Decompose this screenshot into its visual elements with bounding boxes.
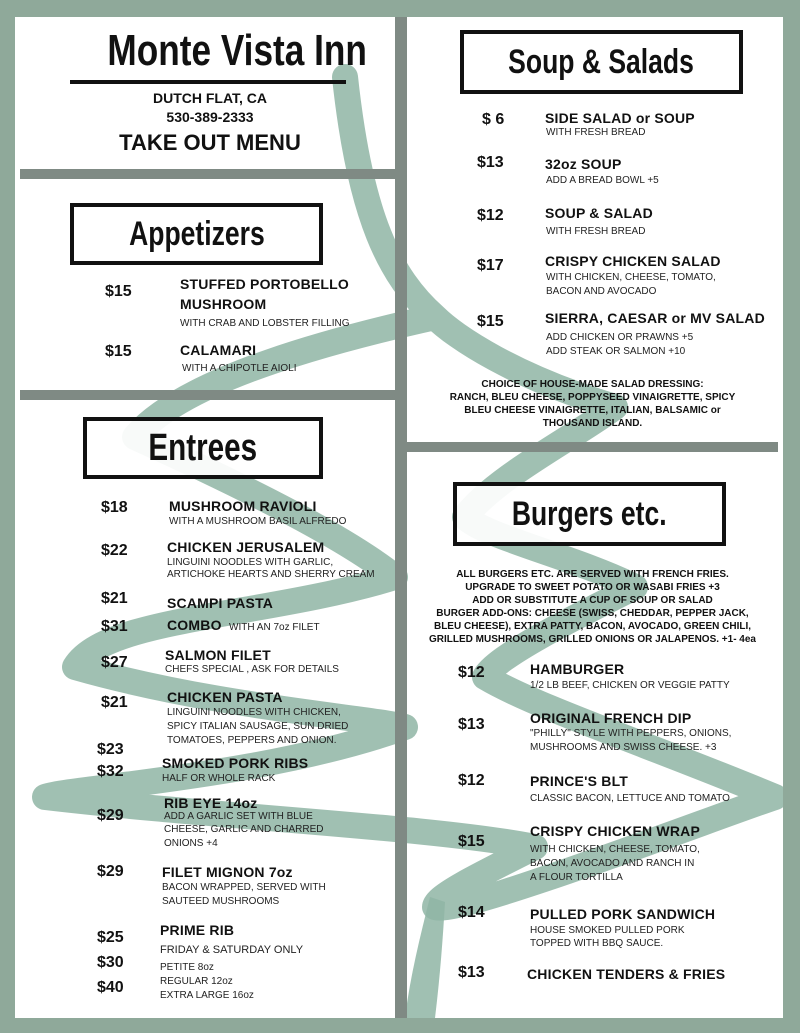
price: $15 bbox=[105, 283, 132, 300]
item-description: WITH A CHIPOTLE AIOLI bbox=[182, 363, 297, 374]
price: $12 bbox=[458, 772, 485, 789]
item-name: ORIGINAL FRENCH DIP bbox=[530, 710, 692, 726]
item-description: REGULAR 12oz bbox=[160, 976, 233, 987]
price: $17 bbox=[477, 257, 504, 274]
divider-bar bbox=[20, 390, 400, 400]
item-description: ONIONS +4 bbox=[164, 838, 218, 849]
item-description: PETITE 8oz bbox=[160, 962, 214, 973]
item-name: PULLED PORK SANDWICH bbox=[530, 906, 716, 922]
item-description: ADD CHICKEN OR PRAWNS +5 bbox=[546, 332, 694, 343]
item-description: CHEFS SPECIAL , ASK FOR DETAILS bbox=[165, 664, 339, 675]
item-name: SIERRA, CAESAR or MV SALAD bbox=[545, 310, 765, 326]
item-description: HALF OR WHOLE RACK bbox=[162, 773, 276, 784]
phone-number: 530-389-2333 bbox=[166, 109, 254, 125]
price: $40 bbox=[97, 979, 124, 996]
item-name: FILET MIGNON 7oz bbox=[162, 864, 293, 880]
item-description: SPICY ITALIAN SAUSAGE, SUN DRIED bbox=[167, 721, 349, 732]
item-name: PRINCE'S BLT bbox=[530, 773, 629, 789]
item-name: PRIME RIB bbox=[160, 922, 235, 938]
item-description: TOPPED WITH BBQ SAUCE. bbox=[530, 938, 664, 949]
item-description: ADD STEAK OR SALMON +10 bbox=[546, 346, 686, 357]
location-text: DUTCH FLAT, CA bbox=[152, 90, 268, 106]
item-description: MUSHROOMS AND SWISS CHEESE. +3 bbox=[530, 742, 717, 753]
price: $12 bbox=[477, 207, 504, 224]
item-name: SALMON FILET bbox=[165, 647, 271, 663]
price: $23 bbox=[97, 741, 124, 758]
item-name: CHICKEN TENDERS & FRIES bbox=[527, 966, 726, 982]
item-description: FRIDAY & SATURDAY ONLY bbox=[160, 944, 304, 956]
item-description: CHEESE, GARLIC AND CHARRED bbox=[164, 824, 324, 835]
take-out-menu-label: TAKE OUT MENU bbox=[119, 130, 301, 155]
item-description: BACON AND AVOCADO bbox=[546, 286, 657, 297]
price: $30 bbox=[97, 954, 124, 971]
item-name: SCAMPI PASTA bbox=[167, 595, 274, 611]
appetizers-heading: Appetizers bbox=[70, 203, 323, 265]
item-description: WITH CHICKEN, CHEESE, TOMATO, bbox=[530, 844, 700, 855]
item-name: COMBO bbox=[167, 617, 222, 633]
item-description: WITH FRESH BREAD bbox=[546, 127, 646, 138]
item-description: EXTRA LARGE 16oz bbox=[160, 990, 254, 1001]
price: $14 bbox=[458, 904, 485, 921]
entrees-heading: Entrees bbox=[83, 417, 323, 479]
burgers-note: ALL BURGERS ETC. ARE SERVED WITH FRENCH FRIES. UPGRADE TO SWEET POTATO OR WASABI FRIES +3 ADD OR SUBSTITUTE A CUP OF SOUP OR SALAD BURGER ADD-ONS: CHEESE (SWISS, CHEDDAR, PEPPER JACK, BLEU CHEESE), EXTRA PATTY, BACON, AVOCADO, GREEN CHILI, GRILLED MUSHROOMS, GRILLED ONIONS OR JALAPENOS. +1- 4ea bbox=[429, 569, 756, 645]
item-description: HOUSE SMOKED PULLED PORK bbox=[530, 925, 685, 936]
divider-bar bbox=[407, 442, 778, 452]
item-description: BACON WRAPPED, SERVED WITH bbox=[162, 882, 326, 893]
price: $27 bbox=[101, 654, 128, 671]
item-name: CHICKEN JERUSALEM bbox=[167, 539, 325, 555]
item-description: LINGUINI NOODLES WITH GARLIC, bbox=[167, 557, 334, 568]
item-description: TOMATOES, PEPPERS AND ONION. bbox=[167, 735, 337, 746]
price: $22 bbox=[101, 542, 128, 559]
item-description: ADD A GARLIC SET WITH BLUE bbox=[164, 811, 313, 822]
item-description: SAUTEED MUSHROOMS bbox=[162, 896, 280, 907]
price: $13 bbox=[458, 964, 485, 981]
item-description: WITH CHICKEN, CHEESE, TOMATO, bbox=[546, 272, 716, 283]
item-name: 32oz SOUP bbox=[545, 156, 622, 172]
restaurant-title: Monte Vista Inn bbox=[107, 26, 367, 75]
price: $15 bbox=[105, 343, 132, 360]
price: $21 bbox=[101, 590, 128, 607]
price: $25 bbox=[97, 929, 124, 946]
item-description: 1/2 LB BEEF, CHICKEN OR VEGGIE PATTY bbox=[530, 680, 730, 691]
price: $15 bbox=[477, 313, 504, 330]
item-name: MUSHROOM bbox=[180, 296, 267, 312]
item-description: WITH AN 7oz FILET bbox=[229, 622, 320, 633]
item-name: MUSHROOM RAVIOLI bbox=[169, 498, 317, 514]
item-description: CLASSIC BACON, LETTUCE AND TOMATO bbox=[530, 793, 730, 804]
price: $31 bbox=[101, 618, 128, 635]
item-description: WITH FRESH BREAD bbox=[546, 226, 646, 237]
price: $18 bbox=[101, 499, 128, 516]
item-name: SMOKED PORK RIBS bbox=[162, 755, 309, 771]
price: $29 bbox=[97, 807, 124, 824]
price: $13 bbox=[477, 154, 504, 171]
item-name: CRISPY CHICKEN WRAP bbox=[530, 823, 701, 839]
item-name: STUFFED PORTOBELLO bbox=[180, 276, 350, 292]
title-underline bbox=[70, 80, 346, 84]
vertical-divider bbox=[395, 17, 407, 1018]
item-name: CALAMARI bbox=[180, 342, 257, 358]
item-name: CHICKEN PASTA bbox=[167, 689, 283, 705]
price: $29 bbox=[97, 863, 124, 880]
item-description: WITH A MUSHROOM BASIL ALFREDO bbox=[169, 516, 347, 527]
item-name: RIB EYE 14oz bbox=[164, 795, 258, 811]
item-description: ARTICHOKE HEARTS AND SHERRY CREAM bbox=[167, 569, 375, 580]
price: $13 bbox=[458, 716, 485, 733]
divider-bar bbox=[20, 169, 400, 179]
item-description: A FLOUR TORTILLA bbox=[530, 872, 623, 883]
price: $21 bbox=[101, 694, 128, 711]
price: $12 bbox=[458, 664, 485, 681]
item-name: CRISPY CHICKEN SALAD bbox=[545, 253, 721, 269]
price: $ 6 bbox=[482, 111, 505, 128]
dressing-note: CHOICE OF HOUSE-MADE SALAD DRESSING: RANCH, BLEU CHEESE, POPPYSEED VINAIGRETTE, SPICY BLEU CHEESE VINAIGRETTE, ITALIAN, BALSAMIC or THOUSAND ISLAND. bbox=[449, 379, 736, 429]
item-description: ADD A BREAD BOWL +5 bbox=[546, 175, 659, 186]
item-name: SIDE SALAD or SOUP bbox=[545, 110, 695, 126]
item-description: "PHILLY" STYLE WITH PEPPERS, ONIONS, bbox=[530, 728, 732, 739]
item-name: SOUP & SALAD bbox=[545, 205, 653, 221]
item-description: BACON, AVOCADO AND RANCH IN bbox=[530, 858, 695, 869]
menu-sheet bbox=[15, 17, 783, 1018]
item-description: LINGUINI NOODLES WITH CHICKEN, bbox=[167, 707, 341, 718]
price: $15 bbox=[458, 833, 485, 850]
price: $32 bbox=[97, 763, 124, 780]
item-description: WITH CRAB AND LOBSTER FILLING bbox=[180, 318, 350, 329]
soup-salads-heading: Soup & Salads bbox=[460, 30, 743, 94]
burgers-heading: Burgers etc. bbox=[453, 482, 726, 546]
item-name: HAMBURGER bbox=[530, 661, 625, 677]
